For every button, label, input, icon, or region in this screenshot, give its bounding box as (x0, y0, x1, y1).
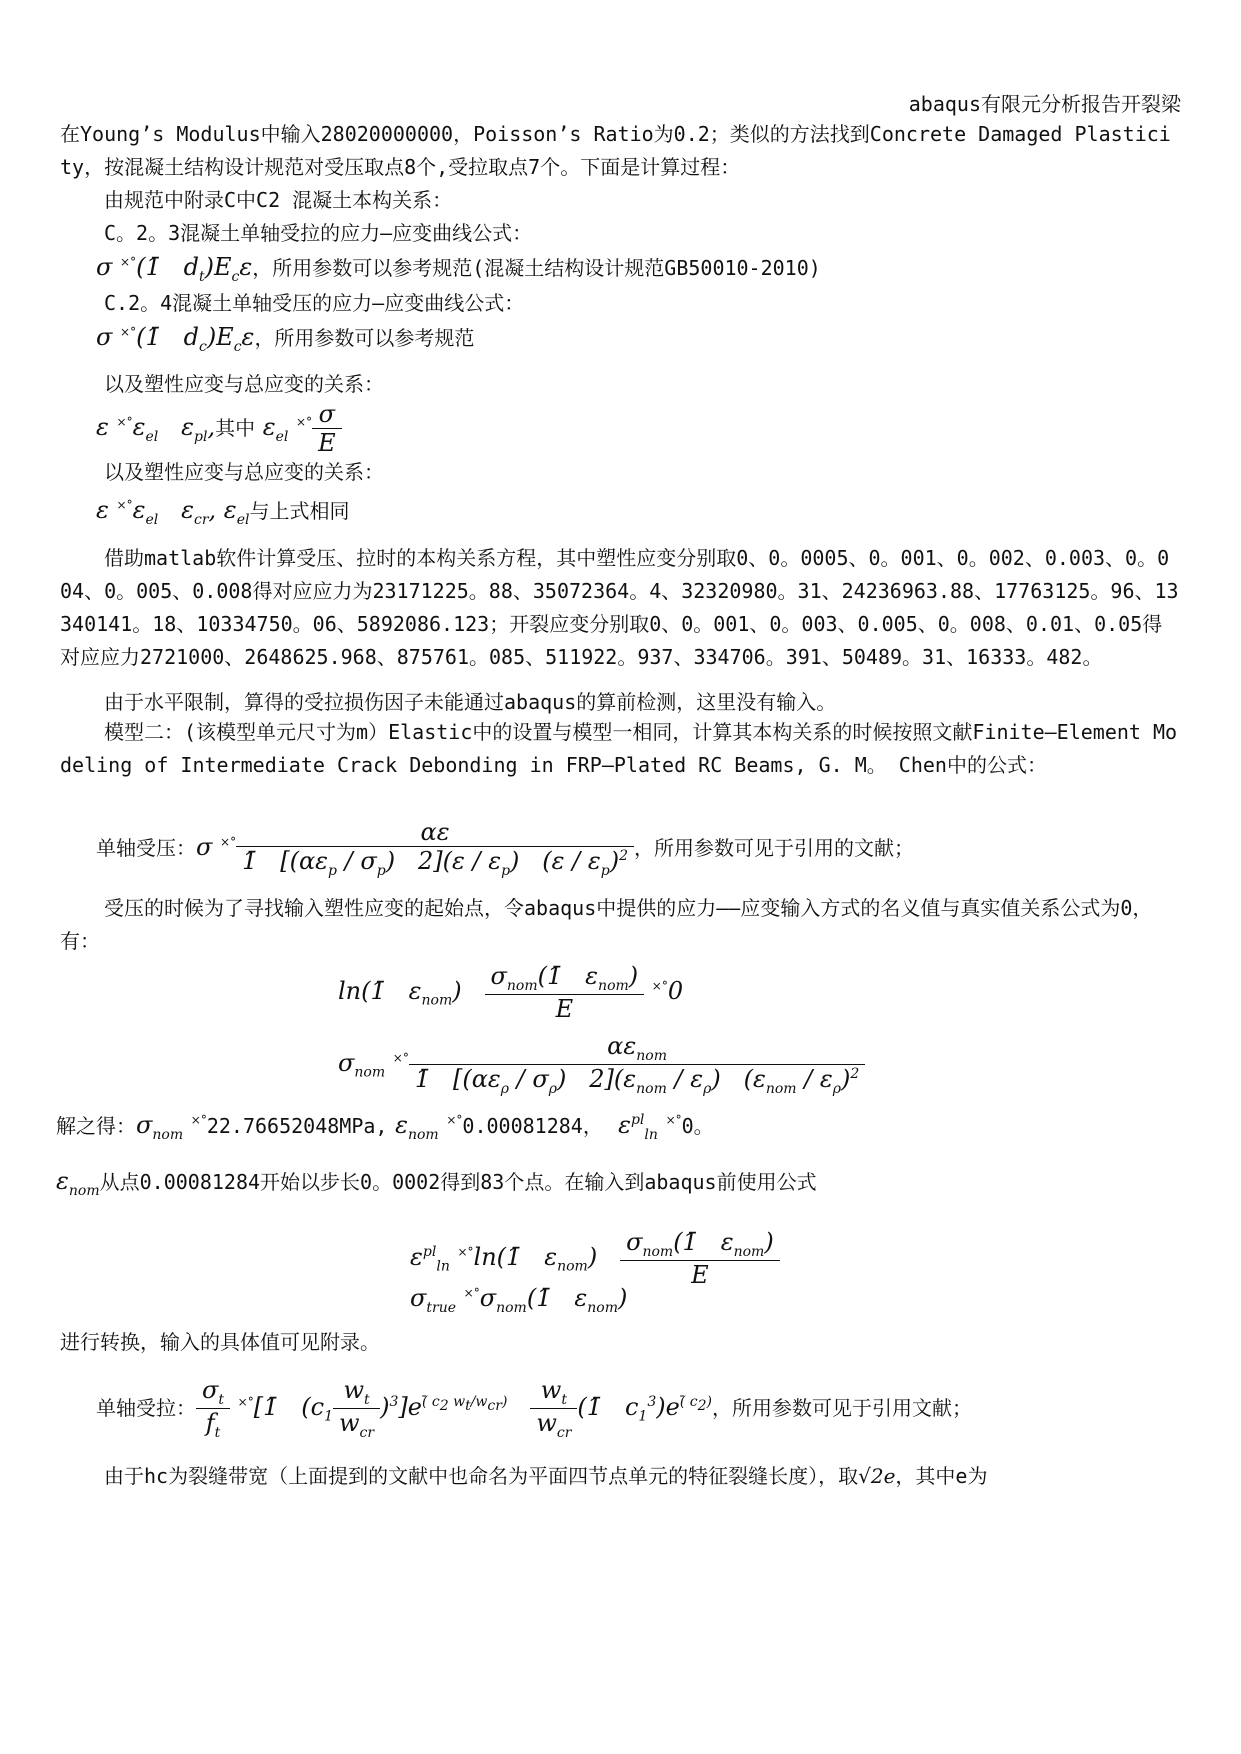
line-plastic-relation-2: 以及塑性应变与总应变的关系： (104, 460, 384, 484)
points-text: 从点0.00081284开始以步长0。0002得到83个点。在输入到abaqus前使用公式 (99, 1170, 817, 1194)
paragraph-matlab: 借助matlab软件计算受压、拉时的本构关系方程，其中塑性应变分别取0、0。0005、0。001、0。002、0.003、0。004、0。005、0.008得对应应力为23171225。88、35072364。4、32320980。31、24236963.88、17763125。96、13340141。18、10334750。06、5892086.123；开裂应变分别取0、0。001、0。003、0.005、0。008、0.01、0.05得对应应力2721000、2648625.968、875761。085、511922。937、334706。391、50489。31、16333。482。 (60, 546, 1179, 669)
equation-true-stress: $\sigma_{true}$ $^{\times^\circ}\sigma_{nom}(1̄$ $\varepsilon_{nom}$) (410, 1284, 628, 1316)
uniaxial-compression-note: ，所用参数可见于引用的文献； (634, 835, 915, 860)
paragraph-hc-text: 由于hc为裂缝带宽（上面提到的文献中也命名为平面四节点单元的特征裂缝长度），取 (104, 1464, 859, 1488)
equation-tension: σ ×°(1̄ $d_t)E_c\varepsilon$，所用参数可以参考规范(混凝土结构设计规范GB50010-2010) (96, 253, 821, 285)
solution-label: 解之得： (56, 1114, 136, 1138)
solution-value-plastic: 0。 (681, 1114, 714, 1138)
equation-plastic-strain-mid: 其中 (215, 416, 256, 440)
paragraph-model2: 模型二：(该模型单元尺寸为m）Elastic中的设置与模型一相同，计算其本构关系的时候按照文献Finite—Element Modeling of Intermediate Crack Debonding in FRP—Plated RC Beams, G. M。 Chen中的公式： (60, 720, 1178, 777)
equation-crack-strain-note: 与上式相同 (249, 499, 350, 523)
solution-line: 解之得：$\sigma_{nom}$ ×°22.76652048MPa, $\varepsilon_{nom}$ ×°0.00081284， $\varepsilon^{pl}_{ln}$ ×°0。 (56, 1111, 714, 1143)
uniaxial-compression-label: 单轴受压： (96, 835, 196, 860)
equation-compression-note: ，所用参数可以参考规范 (254, 326, 475, 350)
solution-value-strain: 0.00081284， (462, 1114, 603, 1138)
paragraph-hc-tail: ，其中e为 (895, 1464, 988, 1488)
equation-plastic-log: $\varepsilon^{pl}_{ln}$ ×°ln(1̄ $\varepsilon_{nom}$) $\frac{\sigma_{nom}(1̄ \varepsilon_{nom})}{E}$ (410, 1228, 780, 1289)
line-plastic-relation-1: 以及塑性应变与总应变的关系： (104, 372, 384, 396)
equation-uniaxial-compression: 单轴受压：σ ×° $\frac{\alpha\varepsilon}{1̄ [(\alpha\varepsilon_p / \sigma_p) 2](\varepsilon / \varepsilon_p) (\varepsilon / \varepsilon_p)^2}$ ，所用参数可见于引用的文献； (96, 818, 915, 879)
equation-crack-strain: ε $^{\times^\circ}\varepsilon_{el}$ $\varepsilon_{cr}$, $\varepsilon_{el}$与上式相同 (96, 496, 350, 528)
equation-plastic-strain: ε $^{\times^\circ}\varepsilon_{el}$ $\varepsilon_{pl}$,其中 $\varepsilon_{el}$ ×° $\frac{\sigma}{E}$ (96, 400, 342, 457)
equation-uniaxial-tension: 单轴受拉： $\frac{\sigma_t}{f_t}$ ×°[1̄ ($c_1$ $\frac{w_t}{w_{cr}}$ )$^3]e^{(̄ c_2 w_t/w_{cr})}$ $\frac{w_t}{w_{cr}}$ (1̄ $c_1^3)e^{(̄ c_2)}$，所用参数可见于引用文献； (96, 1376, 972, 1441)
uniaxial-tension-note: ，所用参数可见于引用文献； (711, 1395, 972, 1420)
equation-log-strain: ln(1̄ $\varepsilon_{nom}$) $\frac{\sigma_{nom}(1̄ \varepsilon_{nom})}{E}$ ×°0 (338, 962, 684, 1023)
line-convert: 进行转换，输入的具体值可见附录。 (60, 1330, 380, 1354)
line-appendix: 由规范中附录C中C2 混凝土本构关系： (104, 188, 453, 212)
uniaxial-tension-label: 单轴受拉： (96, 1395, 196, 1420)
solution-value-stress: 22.76652048MPa, (206, 1114, 388, 1138)
line-level-limit: 由于水平限制，算得的受拉损伤因子未能通过abaqus的算前检测，这里没有输入。 (104, 690, 837, 714)
page-header: abaqus有限元分析报告开裂梁 (908, 92, 1181, 116)
equation-tension-note: ，所用参数可以参考规范(混凝土结构设计规范GB50010-2010) (252, 256, 821, 280)
paragraph-compression: 受压的时候为了寻找输入塑性应变的起始点，令abaqus中提供的应力——应变输入方式的名义值与真实值关系公式为0，有： (60, 896, 1153, 953)
line-c24: C.2。4混凝土单轴受压的应力—应变曲线公式： (104, 291, 525, 315)
points-line: $\varepsilon_{nom}$从点0.00081284开始以步长0。0002得到83个点。在输入到abaqus前使用公式 (56, 1167, 817, 1199)
line-c23: C。2。3混凝土单轴受拉的应力—应变曲线公式： (104, 221, 533, 245)
paragraph-hc: 由于hc为裂缝带宽（上面提到的文献中也命名为平面四节点单元的特征裂缝长度），取√2e，其中e为 (104, 1464, 988, 1488)
paragraph-elastic: 在Young’s Modulus中输入28020000000，Poisson’s Ratio为0.2；类似的方法找到Concrete Damaged Plasticity，按混凝土结构设计规范对受压取点8个,受拉取点7个。下面是计算过程： (60, 122, 1171, 179)
equation-nominal-stress: $\sigma_{nom}$ ×° $\frac{\alpha\varepsilon_{nom}}{1̄ [(\alpha\varepsilon_\rho / \sigma_\rho) 2](\varepsilon_{nom} / \varepsilon_\rho) (\varepsilon_{nom} / \varepsilon_\rho)^2}$ (338, 1032, 865, 1097)
equation-compression: σ ×°(1̄ $d_c)E_c\varepsilon$，所用参数可以参考规范 (96, 323, 475, 355)
